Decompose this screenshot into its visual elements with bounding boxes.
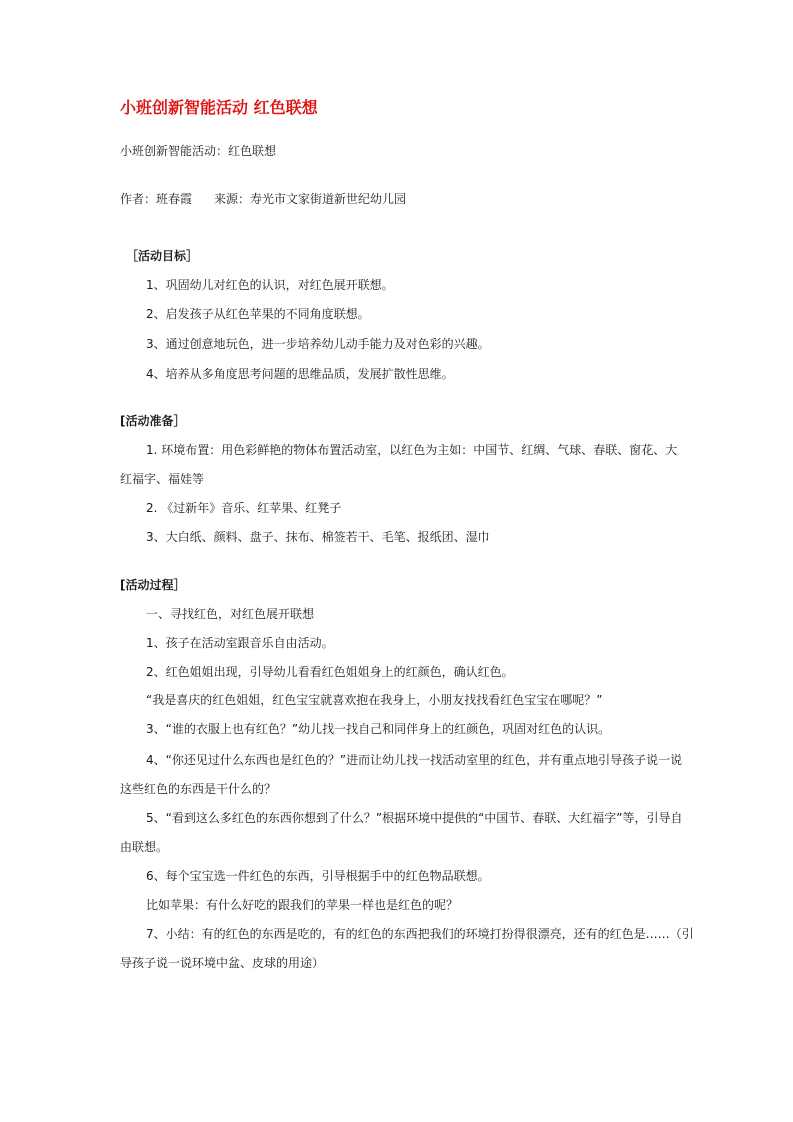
process-step: 1、孩子在活动室跟音乐自由活动。 <box>146 636 334 650</box>
preparation-item: 3、大白纸、颜料、盘子、抹布、棉签若干、毛笔、报纸团、湿巾 <box>146 530 490 544</box>
process-quote: “我是喜庆的红色姐姐，红色宝宝就喜欢抱在我身上，小朋友找找看红色宝宝在哪呢？” <box>146 693 603 707</box>
preparation-item-continued: 红福字、福娃等 <box>120 472 205 486</box>
process-heading: [活动过程］ <box>120 578 186 592</box>
goal-item: 1、巩固幼儿对红色的认识，对红色展开联想。 <box>146 278 394 292</box>
process-step: 4、“你还见过什么东西也是红色的？”进而让幼儿找一找活动室里的红色，并有重点地引导孩子说一说 <box>146 753 683 767</box>
preparation-item: 1. 环境布置：用色彩鲜艳的物体布置活动室，以红色为主如：中国节、红绸、气球、春联、窗花、大 <box>146 443 678 457</box>
goal-item: 3、通过创意地玩色，进一步培养幼儿动手能力及对色彩的兴趣。 <box>146 337 490 351</box>
preparation-heading: [活动准备］ <box>120 414 186 428</box>
process-step-continued: 由联想。 <box>120 840 169 854</box>
process-step: 5、“看到这么多红色的东西你想到了什么？”根据环境中提供的“中国节、春联、大红福字”等，引导自 <box>146 811 683 825</box>
author-text: 作者：班春霞 <box>120 192 193 206</box>
goal-item: 4、培养从多角度思考问题的思维品质，发展扩散性思维。 <box>146 367 454 381</box>
process-example: 比如苹果：有什么好吃的跟我们的苹果一样也是红色的呢？ <box>146 898 459 912</box>
process-step: 6、每个宝宝选一件红色的东西，引导根据手中的红色物品联想。 <box>146 869 490 883</box>
document-subtitle: 小班创新智能活动：红色联想 <box>120 144 277 158</box>
process-step-continued: 这些红色的东西是干什么的？ <box>120 782 277 796</box>
goal-item: 2、启发孩子从红色苹果的不同角度联想。 <box>146 307 370 321</box>
preparation-item: 2. 《过新年》音乐、红苹果、红凳子 <box>146 501 342 515</box>
goals-heading: ［活动目标］ <box>126 249 199 263</box>
process-step: 3、“谁的衣服上也有红色？”幼儿找一找自己和同伴身上的红颜色，巩固对红色的认识。 <box>146 722 611 736</box>
process-step: 2、红色姐姐出现，引导幼儿看看红色姐姐身上的红颜色，确认红色。 <box>146 665 514 679</box>
process-section-title: 一、寻找红色，对红色展开联想 <box>146 607 315 621</box>
source-text: 来源：寿光市文家街道新世纪幼儿园 <box>214 192 407 206</box>
process-step: 7、小结：有的红色的东西是吃的，有的红色的东西把我们的环境打扮得很漂亮，还有的红色是……（引 <box>146 927 694 941</box>
process-step-continued: 导孩子说一说环境中盆、皮球的用途） <box>120 956 325 970</box>
author-source-line <box>120 191 406 207</box>
document-title: 小班创新智能活动 红色联想 <box>120 98 318 117</box>
